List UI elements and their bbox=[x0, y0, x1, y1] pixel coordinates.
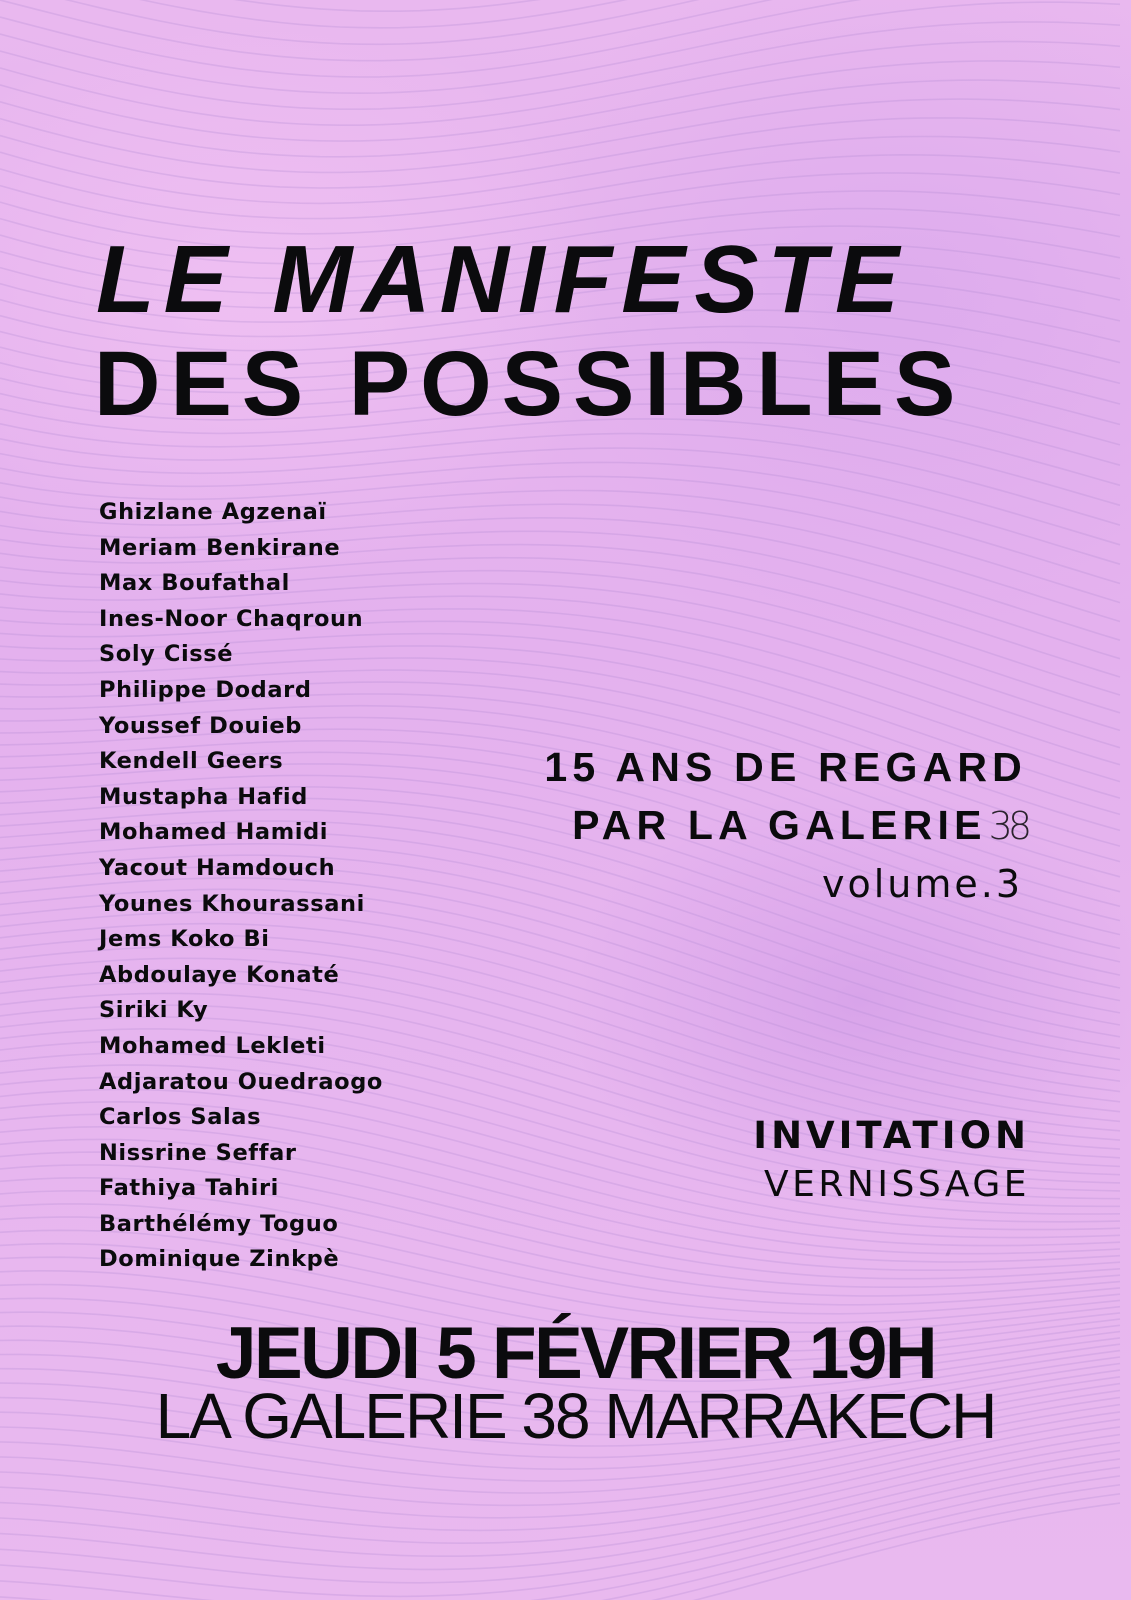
artist-name: Max Boufathal bbox=[99, 570, 290, 597]
wave-line bbox=[0, 2, 1120, 93]
gallery-38-logo: 38 bbox=[988, 804, 1027, 848]
artist-name: Jems Koko Bi bbox=[99, 926, 270, 953]
wave-line bbox=[0, 61, 1120, 141]
artist-name: Youssef Douieb bbox=[99, 712, 303, 739]
artist-name: Mohamed Lekleti bbox=[99, 1032, 326, 1059]
artist-name: Nissrine Seffar bbox=[99, 1139, 297, 1166]
event-date: JEUDI 5 FÉVRIER 19H bbox=[215, 1313, 936, 1394]
event-venue: LA GALERIE 38 MARRAKECH bbox=[155, 1380, 996, 1452]
wave-line bbox=[0, 1459, 1120, 1583]
artist-name: Yacout Hamdouch bbox=[99, 854, 336, 881]
subtitle-line-2-text: PAR LA GALERIE bbox=[572, 802, 987, 848]
artist-name: Abdoulaye Konaté bbox=[99, 961, 340, 988]
artist-name: Ines-Noor Chaqroun bbox=[99, 605, 364, 632]
wave-line bbox=[0, 22, 1120, 109]
poster-title-line-2: DES POSSIBLES bbox=[94, 333, 966, 435]
poster-title-line-1: LE MANIFESTE bbox=[96, 226, 909, 333]
artist-name: Meriam Benkirane bbox=[99, 534, 341, 561]
artist-name: Barthélémy Toguo bbox=[99, 1210, 339, 1237]
artist-list bbox=[99, 495, 383, 1278]
artist-name: Mohamed Hamidi bbox=[99, 819, 329, 846]
artist-name: Dominique Zinkpè bbox=[99, 1246, 340, 1273]
artist-name: Soly Cissé bbox=[99, 641, 234, 668]
subtitle-line-1: 15 ANS DE REGARD bbox=[544, 744, 1027, 790]
artist-name: Adjaratou Ouedraogo bbox=[99, 1068, 383, 1095]
artist-name: Carlos Salas bbox=[99, 1104, 262, 1131]
invitation-label: INVITATION bbox=[753, 1114, 1030, 1157]
wave-line bbox=[0, 173, 1120, 234]
wave-line bbox=[0, 99, 1120, 172]
wave-line bbox=[0, 1476, 1120, 1600]
artist-name: Philippe Dodard bbox=[99, 676, 312, 703]
subtitle-line-2 bbox=[544, 796, 1027, 855]
exhibition-subtitle bbox=[544, 738, 1027, 915]
wave-line bbox=[0, 118, 1120, 188]
artist-name: Fathiya Tahiri bbox=[99, 1175, 279, 1202]
artist-name: Ghizlane Agzenaï bbox=[99, 499, 327, 525]
volume-label: volume.3 bbox=[821, 862, 1023, 906]
vernissage-label: VERNISSAGE bbox=[764, 1164, 1030, 1205]
wave-line bbox=[0, 1494, 1120, 1600]
wave-line bbox=[0, 42, 1120, 126]
artist-name: Mustapha Hafid bbox=[99, 783, 308, 810]
artist-name: Siriki Ky bbox=[99, 997, 209, 1024]
wave-line bbox=[0, 0, 1120, 28]
invitation-block bbox=[753, 1112, 1030, 1210]
wave-line bbox=[0, 0, 1120, 61]
artist-name: Kendell Geers bbox=[99, 748, 284, 775]
artist-name: Younes Khourassani bbox=[99, 890, 365, 917]
